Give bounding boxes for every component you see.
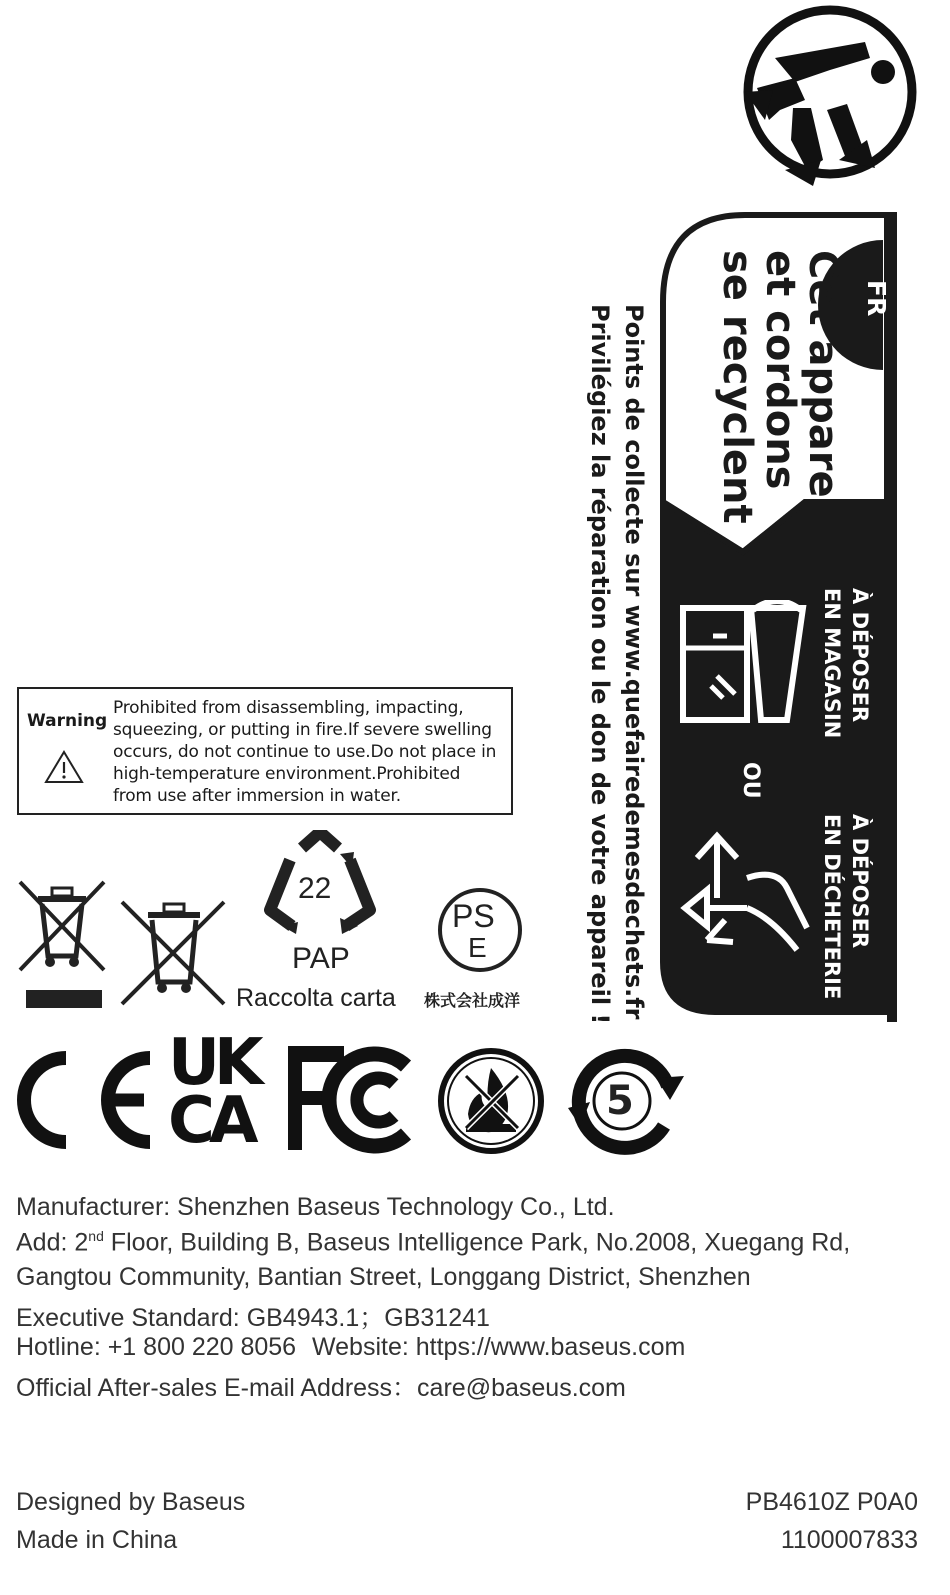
part-number-text: 1100007833 — [780, 1526, 918, 1554]
repair-advice-text: Privilégiez la réparation ou le don de votre appareil ! — [586, 304, 614, 1025]
executive-standard-line: Executive Standard: GB4943.1；GB31241 — [16, 1304, 490, 1332]
store-option-line-1: À DÉPOSER — [848, 588, 872, 723]
address-line-2: Gangtou Community, Bantian Street, Longgang District, Shenzhen — [16, 1263, 751, 1291]
warning-text-line-1: Prohibited from disassembling, impacting, — [113, 698, 464, 718]
pse-company: 株式会社成洋 — [424, 991, 521, 1010]
triman-logo-icon — [735, 0, 925, 195]
address-rest: Floor, Building B, Baseus Intelligence Park, No.2008, Xuegang Rd, — [103, 1228, 851, 1257]
ce-mark-icon — [16, 1044, 162, 1156]
website-line: Website: https://www.baseus.com — [312, 1333, 686, 1361]
warning-text-line-3: occurs, do not continue to use.Do not place in — [113, 742, 497, 762]
warning-text-line-5: from use after immersion in water. — [113, 786, 401, 806]
fcc-mark-icon — [288, 1044, 428, 1156]
ukca-mark-bottom: CA — [168, 1084, 253, 1158]
recycle-headline-line-2: et cordons — [757, 250, 803, 490]
french-recycling-panel — [655, 212, 900, 1022]
dump-option-line-2: EN DÉCHETERIE — [820, 814, 844, 1000]
pse-mark-top: PS — [452, 898, 495, 934]
recycle-number: 22 — [298, 872, 332, 905]
address-prefix: Add: 2 — [16, 1228, 89, 1257]
recycle-code: PAP — [292, 942, 350, 975]
efup-years: 5 — [606, 1078, 634, 1124]
warning-box — [17, 687, 513, 815]
address-superscript: nd — [88, 1228, 104, 1244]
warning-text-line-4: high-temperature environment.Prohibited — [113, 764, 461, 784]
warning-triangle-icon — [43, 749, 85, 785]
address-line-1 — [16, 1228, 850, 1257]
manufacturer-line: Manufacturer: Shenzhen Baseus Technology Co., Ltd. — [16, 1193, 615, 1221]
pse-mark-bottom: E — [468, 932, 487, 963]
do-not-burn-icon — [436, 1046, 546, 1156]
model-code-text: PB4610Z P0A0 — [745, 1488, 918, 1516]
store-bin-icon — [677, 600, 809, 730]
store-option-line-2: EN MAGASIN — [820, 588, 844, 739]
warning-text-line-2: squeezing, or putting in fire.If severe swelling — [113, 720, 492, 740]
collection-points-text: Points de collecte sur www.quefairedemesdechets.fr — [620, 304, 648, 1020]
weee-crossed-bin-bar-icon — [16, 878, 108, 1010]
ukca-mark — [168, 1026, 288, 1158]
recycle-headline-line-1: Cet appareil — [800, 250, 846, 526]
dump-option-line-1: À DÉPOSER — [848, 814, 872, 949]
dump-hand-arrows-icon — [677, 828, 813, 958]
recycle-caption: Raccolta carta — [236, 984, 396, 1012]
recycle-headline-line-3: se recyclent — [714, 250, 760, 524]
hotline-line: Hotline: +1 800 220 8056 — [16, 1333, 297, 1361]
designed-by-text: Designed by Baseus — [16, 1488, 246, 1516]
ukca-mark-top: UK — [168, 1026, 258, 1100]
warning-label: Warning — [27, 711, 108, 731]
fr-badge: FR — [862, 280, 891, 317]
weee-crossed-bin-icon — [118, 898, 228, 1008]
made-in-text: Made in China — [16, 1526, 178, 1554]
or-label: OU — [738, 762, 763, 799]
after-sales-email-line: Official After-sales E-mail Address：care@baseus.com — [16, 1374, 626, 1402]
